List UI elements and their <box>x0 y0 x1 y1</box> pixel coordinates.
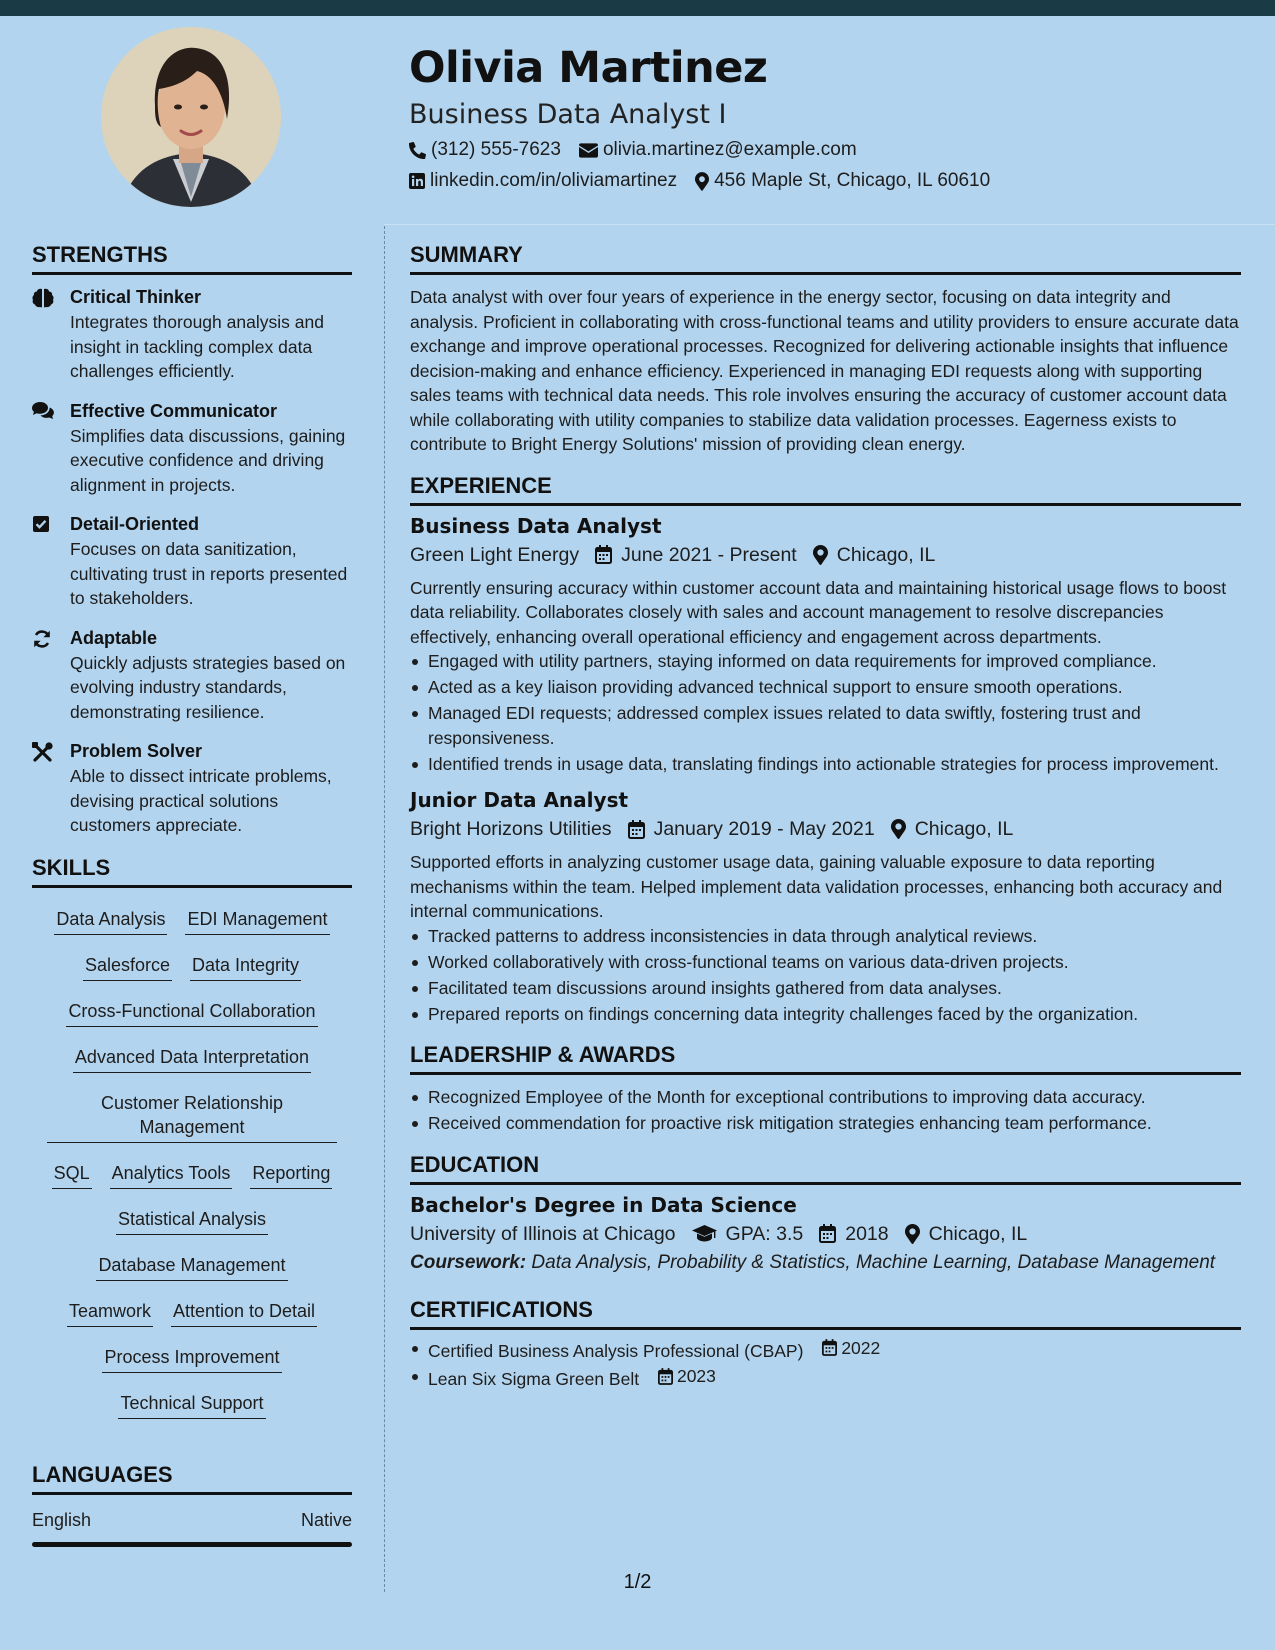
map-pin-icon <box>813 545 828 565</box>
graduation-year: 2018 <box>845 1222 889 1245</box>
comments-icon <box>32 402 55 420</box>
skill-tag: Process Improvement <box>102 1345 281 1373</box>
map-pin-icon <box>695 172 709 191</box>
summary-heading: SUMMARY <box>410 240 1241 275</box>
candidate-name: Olivia Martinez <box>409 43 768 93</box>
strength-item <box>32 626 352 725</box>
skill-tag: Technical Support <box>118 1391 265 1419</box>
job-title: Junior Data Analyst <box>410 788 629 812</box>
calendar-icon <box>819 1224 836 1243</box>
contact-row-2 <box>409 168 1229 194</box>
leadership-list <box>410 1085 1241 1136</box>
linkedin-icon <box>409 173 425 189</box>
leadership-heading: LEADERSHIP & AWARDS <box>410 1040 1241 1075</box>
strength-title: Detail-Oriented <box>70 514 200 534</box>
tools-icon <box>32 742 53 763</box>
strength-item <box>32 512 352 611</box>
email-contact[interactable] <box>579 137 857 163</box>
degree-title: Bachelor's Degree in Data Science <box>410 1192 797 1217</box>
strength-title: Critical Thinker <box>70 287 202 307</box>
calendar-icon <box>595 545 612 564</box>
sync-icon <box>32 629 52 649</box>
skill-tag: Attention to Detail <box>171 1299 317 1327</box>
bullet-item: Facilitated team discussions around insights gathered from data analyses. <box>410 976 1241 1001</box>
job-location: Chicago, IL <box>836 543 936 566</box>
job-title: Business Data Analyst <box>410 513 662 538</box>
job-bullets <box>410 924 1241 1027</box>
job-meta <box>410 540 1241 570</box>
language-row <box>32 1507 352 1533</box>
job-description: Currently ensuring accuracy within customer account data and maintaining historical usage flows to boost data reliability. Collaborates closely with sales and account management to resolve discrepancies effectively, enhancing overall operational efficiency and engagement across departments. <box>410 577 1227 647</box>
bullet-item: Received commendation for proactive risk mitigation strategies enhancing team performance. <box>410 1111 1241 1136</box>
job-bullets <box>410 649 1241 776</box>
strength-title: Effective Communicator <box>70 400 278 421</box>
summary-text: Data analyst with over four years of experience in the energy sector, focusing on data integrity and analysis. Proficient in collaborating with cross-functional teams and utility providers to ensure accurate data exchange and improve operational processes. Recognized for delivering actionable insights that influence decision-making and enhance efficiency. Experienced in managing EDI requests along with supporting sales teams with technical data needs. This role involves ensuring the accuracy of customer account data while collaborating with utility companies to stabilize data validation processes. Eagerness exists to contribute to Bright Energy Solutions' mission of providing clean energy. <box>410 287 1239 454</box>
job-meta <box>410 814 1241 844</box>
skill-tag: Statistical Analysis <box>116 1207 268 1235</box>
certification-item <box>410 1336 1241 1363</box>
job-dates: June 2021 - Present <box>621 543 797 566</box>
school-location: Chicago, IL <box>928 1222 1028 1245</box>
address-contact <box>695 168 990 194</box>
skill-tag: Salesforce <box>83 953 172 981</box>
coursework-list: Data Analysis, Probability & Statistics, Machine Learning, Database Management <box>531 1251 1216 1273</box>
company-name: Green Light Energy <box>410 543 580 566</box>
page-number: 1/2 <box>623 1571 652 1593</box>
calendar-icon <box>822 1339 837 1356</box>
strength-desc: Focuses on data sanitization, cultivating trust in reports presented to stakeholders. <box>70 539 348 608</box>
job-entry <box>410 512 1241 777</box>
bullet-item: Worked collaboratively with cross-functional teams on various data-driven projects. <box>410 950 1241 975</box>
skill-tag: Customer Relationship Management <box>47 1091 337 1143</box>
strength-item <box>32 739 352 838</box>
envelope-icon <box>579 143 598 158</box>
skills-heading: SKILLS <box>32 853 352 888</box>
bullet-item: Engaged with utility partners, staying informed on data requirements for improved compliance. <box>410 649 1241 674</box>
certifications-list <box>410 1336 1241 1392</box>
skills-list <box>32 898 352 1432</box>
skill-tag: Data Analysis <box>54 907 167 935</box>
job-dates: January 2019 - May 2021 <box>653 818 875 840</box>
calendar-icon <box>658 1368 673 1385</box>
skill-tag: Cross-Functional Collaboration <box>66 999 317 1027</box>
school-name: University of Illinois at Chicago <box>410 1222 676 1245</box>
profile-photo <box>101 27 281 207</box>
skill-tag: Data Integrity <box>190 953 301 981</box>
company-name: Bright Horizons Utilities <box>410 818 612 840</box>
coursework <box>410 1251 1241 1275</box>
header-divider <box>384 224 1275 225</box>
skill-tag: EDI Management <box>185 907 329 935</box>
right-column <box>410 240 1241 1393</box>
bullet-item: Prepared reports on findings concerning data integrity challenges faced by the organization. <box>410 1002 1241 1027</box>
bullet-item: Recognized Employee of the Month for exceptional contributions to improving data accuracy. <box>410 1085 1241 1110</box>
skill-tag: Database Management <box>96 1253 287 1281</box>
phone-contact[interactable] <box>409 137 561 163</box>
strengths-heading: STRENGTHS <box>32 240 352 275</box>
calendar-icon <box>628 820 645 839</box>
strength-desc: Able to dissect intricate problems, devising practical solutions customers appreciate. <box>70 766 332 835</box>
check-square-icon <box>32 515 50 533</box>
map-pin-icon <box>891 819 906 839</box>
skill-tag: Reporting <box>250 1161 332 1189</box>
bullet-item: Acted as a key liaison providing advanced technical support to ensure smooth operations. <box>410 675 1241 700</box>
education-heading: EDUCATION <box>410 1150 1241 1185</box>
job-location: Chicago, IL <box>914 818 1014 840</box>
strength-desc: Integrates thorough analysis and insight in tackling complex data challenges efficiently. <box>70 312 324 381</box>
language-level: Native <box>300 1509 352 1530</box>
phone-icon <box>409 142 426 159</box>
job-entry <box>410 786 1241 1026</box>
top-accent-bar <box>0 0 1275 16</box>
certification-name: Certified Business Analysis Professional (CBAP) <box>428 1340 804 1361</box>
candidate-title: Business Data Analyst I <box>409 99 727 130</box>
header <box>409 40 1229 194</box>
strength-title: Adaptable <box>70 627 158 648</box>
strength-desc: Quickly adjusts strategies based on evolving industry standards, demonstrating resilience. <box>70 652 346 722</box>
address-text: 456 Maple St, Chicago, IL 60610 <box>714 170 991 191</box>
education-meta <box>410 1219 1241 1249</box>
phone-text: (312) 555-7623 <box>431 139 561 160</box>
linkedin-text: linkedin.com/in/oliviamartinez <box>430 170 678 191</box>
bullet-item: Tracked patterns to address inconsistencies in data through analytical reviews. <box>410 924 1241 949</box>
gpa: GPA: 3.5 <box>725 1222 804 1245</box>
graduation-cap-icon <box>692 1225 717 1242</box>
skill-tag: Analytics Tools <box>110 1161 233 1189</box>
strength-item <box>32 399 352 498</box>
certification-item <box>410 1364 1241 1391</box>
experience-heading: EXPERIENCE <box>410 471 1241 506</box>
certification-year: 2023 <box>676 1366 716 1387</box>
skill-tag: SQL <box>52 1161 92 1189</box>
certifications-heading: CERTIFICATIONS <box>410 1295 1241 1330</box>
strength-title: Problem Solver <box>70 741 203 761</box>
skill-tag: Advanced Data Interpretation <box>73 1045 311 1073</box>
strength-desc: Simplifies data discussions, gaining executive confidence and driving alignment in projects. <box>70 425 346 495</box>
strength-item <box>32 285 352 384</box>
job-description: Supported efforts in analyzing customer usage data, gaining valuable exposure to data reporting mechanisms within the team. Helped implement data validation processes, enhancing both accuracy and internal communications. <box>410 852 1223 921</box>
contact-row-1 <box>409 137 1229 163</box>
bullet-item: Identified trends in usage data, translating findings into actionable strategies for process improvement. <box>410 752 1241 777</box>
linkedin-contact[interactable] <box>409 168 677 194</box>
strengths-list <box>32 285 352 838</box>
certification-name: Lean Six Sigma Green Belt <box>428 1369 640 1389</box>
column-divider <box>384 226 385 1592</box>
email-text: olivia.martinez@example.com <box>602 139 857 160</box>
brain-icon <box>32 288 54 308</box>
left-column <box>32 240 352 1547</box>
language-name: English <box>32 1509 92 1530</box>
skill-tag: Teamwork <box>67 1299 153 1327</box>
certification-year: 2022 <box>841 1337 881 1358</box>
language-proficiency-bar <box>32 1542 352 1547</box>
bullet-item: Managed EDI requests; addressed complex issues related to data swiftly, fostering trust and responsiveness. <box>410 701 1241 750</box>
map-pin-icon <box>905 1224 920 1244</box>
languages-heading: LANGUAGES <box>32 1460 352 1495</box>
coursework-label: Coursework: <box>410 1251 527 1273</box>
